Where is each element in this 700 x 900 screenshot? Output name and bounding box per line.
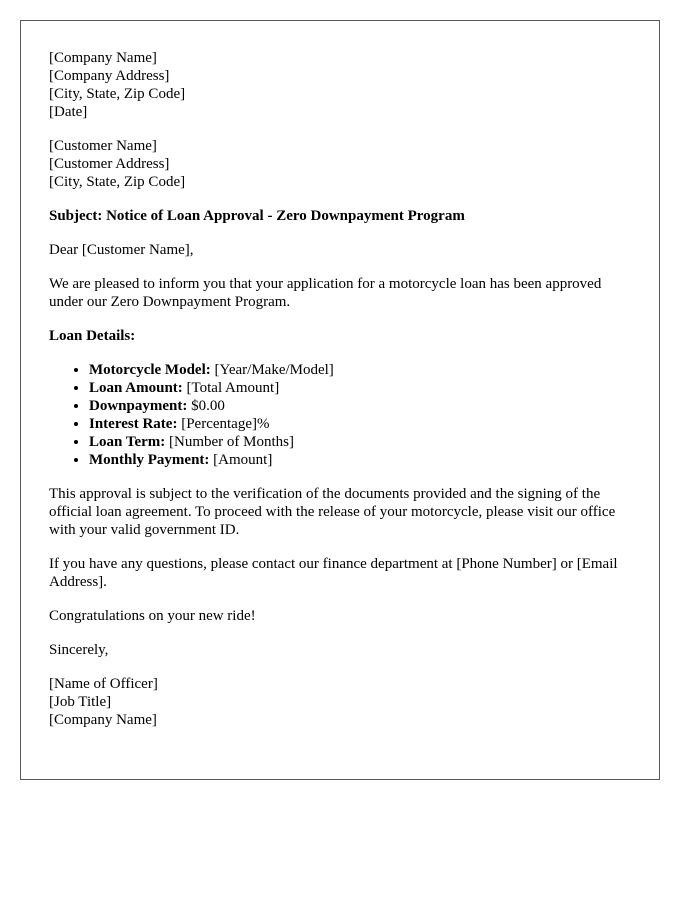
loan-detail-label: Downpayment: xyxy=(89,398,188,414)
recipient-address: [Customer Address] xyxy=(49,156,170,172)
loan-detail-label: Motorcycle Model: xyxy=(89,362,211,378)
conditions-paragraph: This approval is subject to the verification of the documents provided and the signing of the official loan agreement. To proceed with the release of your motorcycle, please visit our office with your valid government ID. xyxy=(49,486,616,538)
intro-paragraph: We are pleased to inform you that your application for a motorcycle loan has been approved under our Zero Downpayment Program. xyxy=(49,276,602,310)
recipient-name: [Customer Name] xyxy=(49,138,157,154)
signature-officer-name: [Name of Officer] xyxy=(49,676,158,692)
loan-detail-label: Interest Rate: xyxy=(89,416,178,432)
loan-details-heading: Loan Details: xyxy=(49,328,136,344)
recipient-city-state-zip: [City, State, Zip Code] xyxy=(49,174,186,190)
loan-detail-value: [Percentage]% xyxy=(177,416,270,432)
loan-detail-item xyxy=(89,361,631,379)
loan-detail-label: Monthly Payment: xyxy=(89,452,210,468)
signature-block xyxy=(49,675,631,729)
loan-detail-item xyxy=(89,433,631,451)
loan-detail-label: Loan Amount: xyxy=(89,380,183,396)
loan-detail-value: $0.00 xyxy=(187,398,225,414)
sender-company-name: [Company Name] xyxy=(49,50,157,66)
loan-detail-value: [Year/Make/Model] xyxy=(210,362,334,378)
letter-date: [Date] xyxy=(49,104,88,120)
loan-detail-item xyxy=(89,379,631,397)
sender-block xyxy=(49,49,631,121)
loan-details-list xyxy=(49,361,631,469)
sender-company-address: [Company Address] xyxy=(49,68,170,84)
sender-city-state-zip: [City, State, Zip Code] xyxy=(49,86,186,102)
closing: Sincerely, xyxy=(49,642,109,658)
loan-detail-item xyxy=(89,397,631,415)
salutation: Dear [Customer Name], xyxy=(49,242,194,258)
loan-detail-value: [Amount] xyxy=(209,452,273,468)
loan-detail-item xyxy=(89,451,631,469)
signature-job-title: [Job Title] xyxy=(49,694,112,710)
recipient-block xyxy=(49,137,631,191)
contact-paragraph: If you have any questions, please contact our finance department at [Phone Number] or [Email Address]. xyxy=(49,556,618,590)
loan-detail-item xyxy=(89,415,631,433)
loan-detail-label: Loan Term: xyxy=(89,434,166,450)
signature-company-name: [Company Name] xyxy=(49,712,157,728)
congrats-paragraph: Congratulations on your new ride! xyxy=(49,608,256,624)
letter xyxy=(20,20,660,780)
subject-line: Subject: Notice of Loan Approval - Zero Downpayment Program xyxy=(49,208,465,224)
loan-detail-value: [Total Amount] xyxy=(182,380,280,396)
loan-detail-value: [Number of Months] xyxy=(165,434,294,450)
